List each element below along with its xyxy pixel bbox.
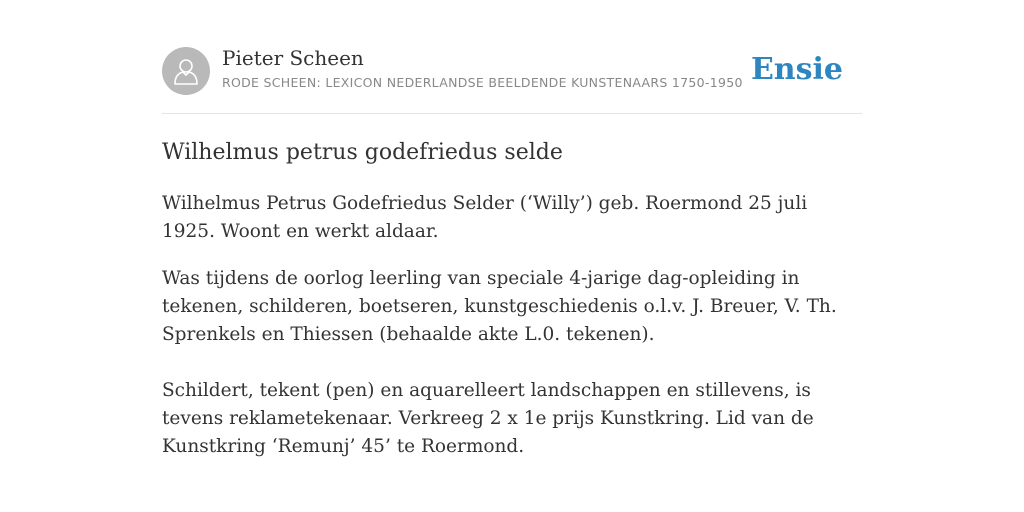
article-header — [162, 46, 862, 96]
article-paragraph: Was tijdens de oorlog leerling van speciale 4-jarige dag-opleiding in tekenen, schilderen, boetseren, kunstgeschiedenis o.l.v. J. Breuer, V. Th. Sprenkels en Thiessen (behaalde akte L.0. tekenen). — [162, 268, 837, 345]
article-title: Wilhelmus petrus godefriedus selde — [162, 140, 563, 165]
avatar[interactable] — [162, 47, 210, 95]
article-paragraph: Wilhelmus Petrus Godefriedus Selder (‘Willy’) geb. Roermond 25 juli 1925. Woont en werkt aldaar. — [162, 193, 808, 242]
brand-logo[interactable]: Ensie — [750, 52, 843, 87]
article-card — [162, 0, 862, 512]
user-icon — [173, 57, 199, 85]
article-paragraph: Schildert, tekent (pen) en aquarelleert landschappen en stillevens, is tevens reklametekenaar. Verkreeg 2 x 1e prijs Kunstkring. Lid van de Kunstkring ‘Remunj’ 45’ te Roermond. — [162, 380, 814, 457]
source-label[interactable]: RODE SCHEEN: LEXICON NEDERLANDSE BEELDENDE KUNSTENAARS 1750-1950 — [222, 75, 743, 90]
header-divider — [162, 113, 862, 114]
author-name[interactable]: Pieter Scheen — [222, 46, 364, 70]
